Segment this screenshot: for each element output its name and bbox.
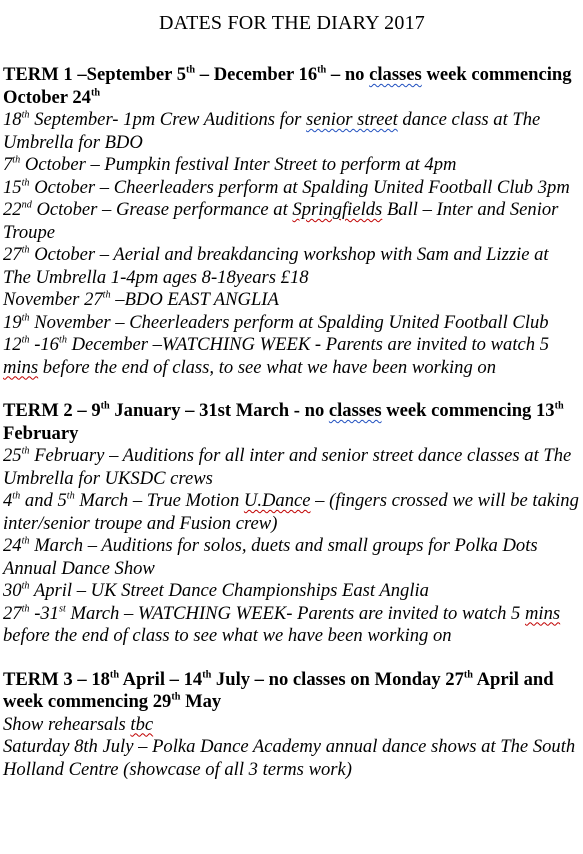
text-run: – December 16: [195, 64, 318, 85]
text-run: TERM 3 – 18: [3, 668, 110, 690]
text-run: – no: [326, 64, 370, 85]
text-run: 15: [3, 176, 22, 198]
ordinal-suffix: th: [12, 490, 21, 502]
spellcheck-flagged-word: U.Dance: [243, 490, 311, 511]
text-run: -31: [29, 602, 59, 624]
text-run: 25: [3, 445, 22, 466]
text-run: week commencing October 24: [3, 64, 572, 108]
text-run: 7: [3, 154, 13, 175]
ordinal-suffix: th: [21, 580, 30, 592]
term-1-section: [3, 64, 581, 379]
term-3-section: [3, 669, 581, 782]
ordinal-suffix: th: [202, 668, 212, 680]
text-run: March – WATCHING WEEK- Parents are invited to watch 5: [65, 602, 525, 624]
ordinal-suffix: th: [21, 176, 30, 188]
text-run: 27: [3, 602, 22, 624]
text-run: 30: [3, 580, 22, 601]
spellcheck-flagged-word: mins: [3, 356, 39, 378]
text-run: TERM 2 – 9: [3, 400, 101, 421]
text-run: and 5: [20, 490, 67, 511]
ordinal-suffix: th: [463, 668, 473, 680]
ordinal-suffix: th: [21, 535, 30, 547]
text-run: 4: [3, 490, 13, 511]
ordinal-suffix: th: [21, 334, 30, 346]
diary-entry: [3, 714, 581, 737]
text-run: March – Auditions for solos, duets and small groups for Polka Dots Annual Dance Show: [3, 535, 538, 579]
ordinal-suffix: th: [21, 311, 30, 323]
text-run: week commencing 13: [381, 400, 555, 421]
text-run: 19: [3, 311, 22, 333]
text-run: 24: [3, 535, 22, 556]
text-run: November 27: [3, 289, 103, 310]
text-run: TERM 1 –September 5: [3, 64, 186, 85]
diary-entry: [3, 445, 581, 490]
diary-entry: [3, 154, 581, 177]
text-run: October – Cheerleaders perform at Spalding United Football Club 3pm: [29, 176, 570, 198]
text-run: Ball – Inter and Senior Troupe: [3, 199, 559, 243]
text-run: November – Cheerleaders perform at Spalding United Football Club: [29, 311, 549, 333]
ordinal-suffix: th: [171, 691, 181, 703]
text-run: October – Pumpkin festival Inter Street to perform at 4pm: [20, 154, 457, 175]
diary-entry: [3, 334, 581, 379]
ordinal-suffix: th: [90, 86, 101, 98]
ordinal-suffix: th: [21, 109, 30, 121]
diary-entry: [3, 109, 581, 154]
diary-entry: [3, 289, 581, 312]
text-run: dance class at The Umbrella for BDO: [3, 109, 541, 153]
ordinal-suffix: th: [100, 400, 110, 412]
ordinal-suffix: th: [21, 445, 30, 457]
text-run: 12: [3, 334, 22, 355]
text-run: -16: [29, 334, 59, 355]
text-run: July – no classes on Monday 27: [211, 668, 464, 690]
diary-entry: [3, 580, 581, 603]
diary-entry: [3, 736, 581, 781]
ordinal-suffix: th: [66, 490, 75, 502]
text-run: May: [180, 691, 222, 712]
text-run: April and week commencing 29: [3, 668, 554, 712]
ordinal-suffix: nd: [21, 199, 32, 211]
diary-entry: [3, 490, 581, 535]
ordinal-suffix: st: [58, 602, 66, 614]
diary-entry: [3, 603, 581, 648]
text-run: April – 14: [119, 668, 203, 690]
text-run: 22: [3, 199, 22, 220]
spellcheck-flagged-word: classes: [328, 400, 382, 421]
ordinal-suffix: th: [21, 602, 30, 614]
text-run: January – 31st March - no: [109, 400, 329, 421]
spellcheck-flagged-word: tbc: [130, 713, 154, 735]
ordinal-suffix: th: [109, 668, 120, 680]
ordinal-suffix: th: [12, 154, 21, 166]
ordinal-suffix: th: [102, 289, 111, 301]
text-run: March – True Motion: [74, 490, 244, 511]
text-run: Saturday 8th July – Polka Dance Academy annual dance shows at The South Holland Centre (showcase of all 3 terms work): [3, 736, 576, 780]
diary-entry: [3, 177, 581, 200]
term-2-section: [3, 400, 581, 648]
text-run: December –WATCHING WEEK - Parents are invited to watch 5: [66, 334, 549, 355]
text-run: – (fingers crossed we will be taking inter/senior troupe and Fusion crew): [3, 490, 579, 534]
text-run: before the end of class, to see what we have been working on: [38, 356, 497, 378]
text-run: April – UK Street Dance Championships East Anglia: [29, 580, 429, 601]
diary-entry: [3, 535, 581, 580]
document-title: DATES FOR THE DIARY 2017: [159, 12, 425, 34]
ordinal-suffix: th: [554, 400, 564, 412]
spellcheck-flagged-word: mins: [525, 602, 561, 624]
text-run: October – Aerial and breakdancing workshop with Sam and Lizzie at The Umbrella 1-4pm ages 8-18years £18: [3, 244, 549, 288]
term-3-heading: [3, 669, 581, 714]
text-run: February – Auditions for all inter and senior street dance classes at The Umbrella for UKSDC crews: [3, 445, 572, 489]
ordinal-suffix: th: [317, 64, 327, 76]
text-run: 18: [3, 109, 22, 130]
diary-entry: [3, 199, 581, 244]
text-run: October – Grease performance at: [31, 199, 293, 220]
text-run: February: [3, 422, 79, 444]
text-run: before the end of class to see what we have been working on: [3, 625, 452, 646]
diary-entry: [3, 312, 581, 335]
ordinal-suffix: th: [186, 64, 196, 76]
diary-entry: [3, 244, 581, 289]
ordinal-suffix: th: [58, 334, 67, 346]
spellcheck-flagged-word: senior street: [306, 109, 398, 130]
document-page: [3, 10, 581, 802]
ordinal-suffix: th: [21, 244, 30, 256]
text-run: –BDO EAST ANGLIA: [110, 289, 279, 310]
term-1-heading: [3, 64, 581, 109]
text-run: Show rehearsals: [3, 713, 131, 735]
text-run: 27: [3, 244, 22, 265]
spellcheck-flagged-word: classes: [369, 64, 422, 85]
text-run: September- 1pm Crew Auditions for: [29, 109, 307, 130]
spellcheck-flagged-word: Springfields: [292, 199, 383, 220]
term-2-heading: [3, 400, 581, 445]
